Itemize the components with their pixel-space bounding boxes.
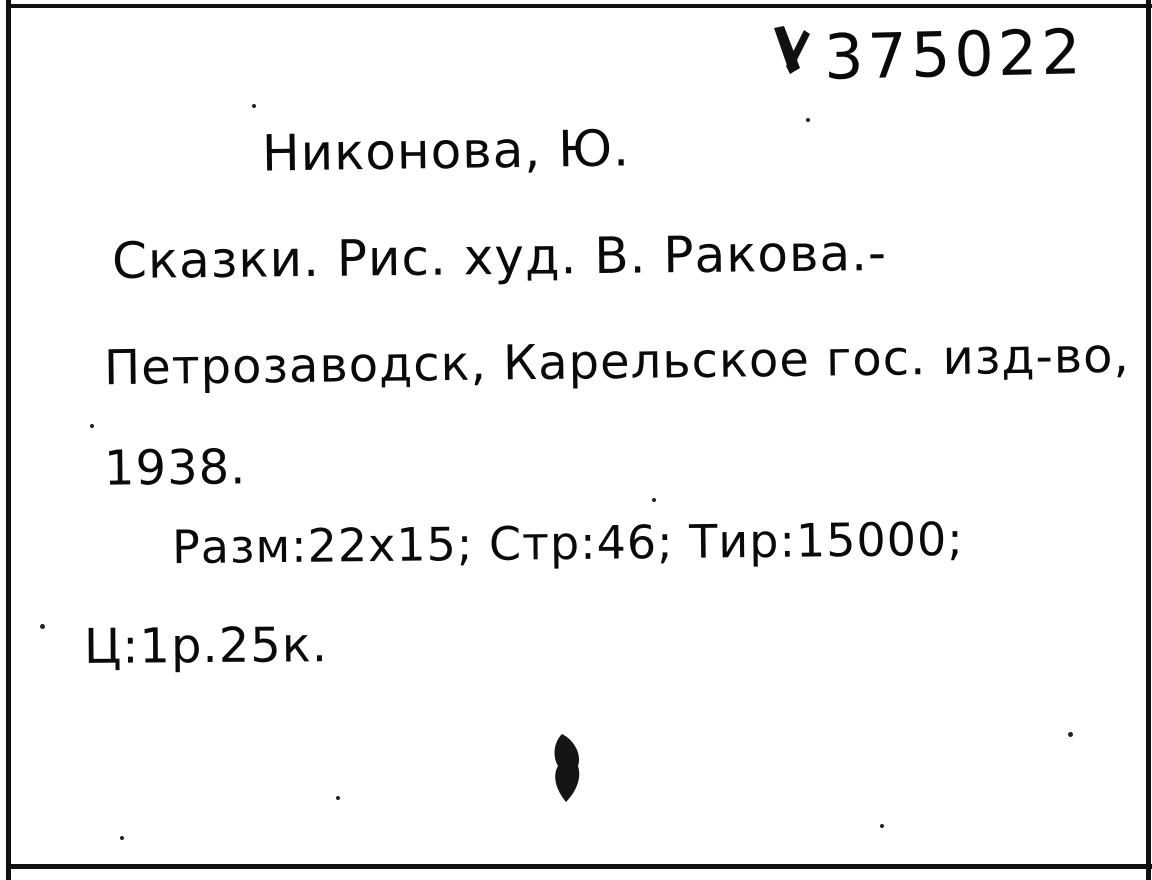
scan-speck (806, 118, 810, 122)
card-border-right (1146, 0, 1151, 880)
scan-speck (90, 424, 94, 428)
scan-speck (1068, 732, 1073, 737)
scan-speck (252, 104, 256, 108)
year-line: 1938. (103, 439, 247, 497)
scan-speck (880, 824, 884, 828)
checkmark-icon (770, 22, 816, 82)
accession-number: 375022 (823, 15, 1086, 94)
card-border-top (6, 4, 1152, 8)
card-border-bottom (6, 864, 1152, 869)
imprint-line: Петрозаводск, Карельское гос. изд-во, (103, 327, 1131, 397)
scan-speck (336, 796, 340, 800)
scan-speck (652, 498, 656, 502)
title-statement-line: Сказки. Рис. худ. В. Ракова.- (111, 223, 888, 291)
card-border-left (6, 0, 11, 880)
physical-description-line: Разм:22х15; Стр:46; Тир:15000; (171, 511, 965, 575)
scan-speck (40, 624, 45, 629)
author-line: Никонова, Ю. (261, 119, 631, 183)
scan-speck (120, 836, 124, 840)
ink-blot-icon (546, 732, 588, 804)
price-line: Ц:1р.25к. (83, 617, 329, 675)
